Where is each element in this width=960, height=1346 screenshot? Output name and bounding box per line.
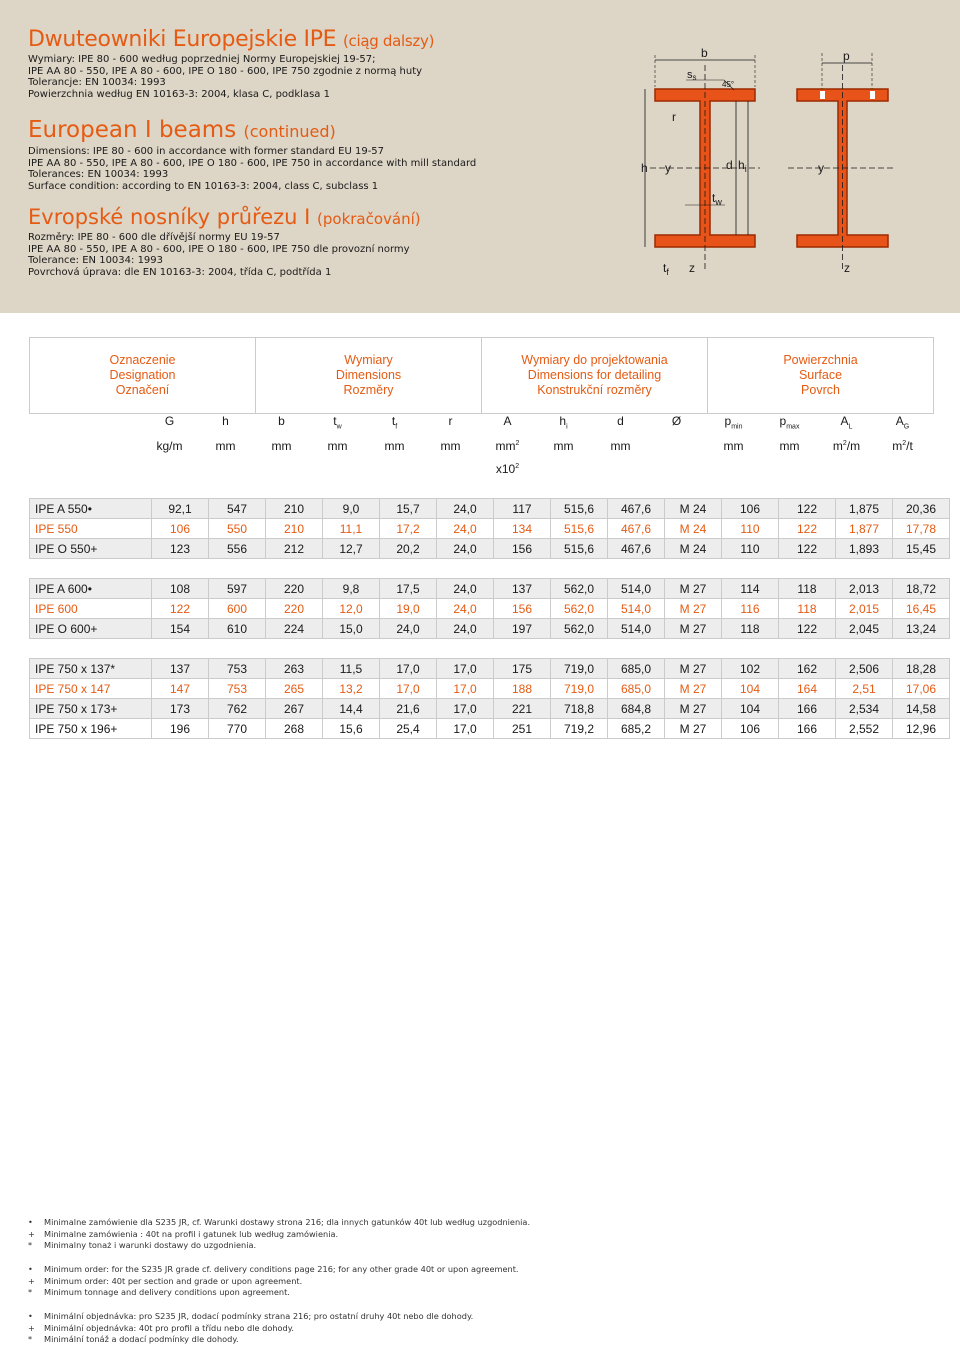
table-cell: 14,58 [893, 699, 950, 719]
table-cell: 122 [779, 519, 836, 539]
table-cell: 166 [779, 699, 836, 719]
col-symbol-AG: $A_G$ [895, 414, 910, 431]
table-cell: 24,0 [380, 619, 437, 639]
diagram-label-ss: ss [687, 69, 697, 82]
table-cell: M 27 [665, 679, 722, 699]
table-cell: M 24 [665, 519, 722, 539]
unit-pmax: mm [779, 439, 800, 453]
column-symbols [0, 414, 960, 434]
col-symbol-pmax: $p_{max}$ [779, 414, 800, 431]
group-header-designation: Oznaczenie Designation Označení [30, 338, 256, 414]
table-cell: 154 [152, 619, 209, 639]
col-symbol-r: r [448, 414, 453, 428]
table-cell: 25,4 [380, 719, 437, 739]
diagram-label-hi: $h_i$ [738, 158, 747, 174]
diagram-label-y: y [665, 161, 671, 175]
spec-line: Dimensions: IPE 80 - 600 in accordance with former standard EU 19-57 [28, 146, 385, 157]
spec-line: Tolerancje: EN 10034: 1993 [28, 77, 166, 89]
table-cell: 156 [494, 539, 551, 559]
table-cell: 117 [494, 499, 551, 519]
table-row [30, 519, 950, 539]
table-cell: M 24 [665, 539, 722, 559]
diagram-label-tf: $t_f$ [663, 261, 669, 277]
unit-G: kg/m [156, 439, 183, 453]
table-cell: 17,0 [437, 699, 494, 719]
table-cell: 17,78 [893, 519, 950, 539]
col-symbol-A: A [503, 414, 512, 428]
table-cell: 762 [209, 699, 266, 719]
table-cell: 18,28 [893, 659, 950, 679]
title-pl-sub: (ciąg dalszy) [342, 32, 435, 50]
col-symbol-b: b [278, 414, 285, 428]
table-cell: M 27 [665, 659, 722, 679]
col-symbol-pmin: $p_{min}$ [724, 414, 743, 431]
table-cell: 685,0 [608, 659, 665, 679]
table-cell: 137 [152, 659, 209, 679]
section-designation: IPE 600 [30, 599, 152, 619]
table-row [30, 579, 950, 599]
table-cell: 719,2 [551, 719, 608, 739]
col-symbol-tf: $t_f$ [391, 414, 398, 431]
table-cell: 17,06 [893, 679, 950, 699]
table-cell: 515,6 [551, 539, 608, 559]
table-cell: 122 [779, 499, 836, 519]
table-cell: 268 [266, 719, 323, 739]
table-cell: 12,96 [893, 719, 950, 739]
table-cell: 562,0 [551, 579, 608, 599]
table-cell: 600 [209, 599, 266, 619]
table-cell: M 27 [665, 599, 722, 619]
section-designation: IPE 550 [30, 519, 152, 539]
table-cell: 719,0 [551, 659, 608, 679]
table-cell: 547 [209, 499, 266, 519]
table-cell: 20,2 [380, 539, 437, 559]
table-cell: 196 [152, 719, 209, 739]
table-cell: 147 [152, 679, 209, 699]
group-header-table [29, 337, 934, 414]
table-cell: 2,506 [836, 659, 893, 679]
table-cell: 610 [209, 619, 266, 639]
unit-pmin: mm [723, 439, 744, 453]
table-row [30, 599, 950, 619]
table-cell: 15,0 [323, 619, 380, 639]
table-cell: 17,5 [380, 579, 437, 599]
table-cell: 514,0 [608, 599, 665, 619]
table-cell: 2,51 [836, 679, 893, 699]
note-line: + Minimum order: 40t per section and grade or upon agreement. [28, 1275, 303, 1286]
table-cell: 251 [494, 719, 551, 739]
notes-pl [28, 1217, 530, 1252]
section-designation: IPE A 600• [30, 579, 152, 599]
ibeam-profile-right [788, 65, 896, 270]
table-cell: 11,5 [323, 659, 380, 679]
title-en-sub: (continued) [243, 122, 336, 141]
note-line: * Minimalny tonaż i warunki dostawy do uzgodnienia. [28, 1240, 257, 1251]
table-cell: 719,0 [551, 679, 608, 699]
title-en-main: European I beams [28, 117, 237, 143]
table-cell: 17,0 [437, 679, 494, 699]
table-cell: 24,0 [437, 599, 494, 619]
table-cell: 110 [722, 539, 779, 559]
diagram-label-angle: 45° [722, 80, 735, 89]
section-table-750 [29, 658, 950, 739]
table-cell: 15,6 [323, 719, 380, 739]
table-cell: 17,0 [437, 719, 494, 739]
table-cell: 18,72 [893, 579, 950, 599]
table-cell: 2,045 [836, 619, 893, 639]
table-row [30, 659, 950, 679]
note-line: • Minimum order: for the S235 JR grade cf. delivery conditions page 216; for any other grade 40t or upon agreement. [28, 1264, 519, 1274]
note-line: • Minimalne zamówienie dla S235 JR, cf. Warunki dostawy strona 216; dla innych gatunków 40t lub według uzgodnienia. [28, 1217, 531, 1227]
table-cell: 118 [779, 599, 836, 619]
table-cell: 9,8 [323, 579, 380, 599]
table-cell: 753 [209, 659, 266, 679]
table-cell: 467,6 [608, 519, 665, 539]
header-en [28, 116, 476, 192]
table-cell: 122 [779, 619, 836, 639]
table-cell: 15,45 [893, 539, 950, 559]
table-cell: 210 [266, 499, 323, 519]
table-cell: 102 [722, 659, 779, 679]
table-cell: 210 [266, 519, 323, 539]
table-row [30, 719, 950, 739]
table-cell: 188 [494, 679, 551, 699]
table-row [30, 699, 950, 719]
note-line: * Minimální tonáž a dodací podmínky dle dohody. [28, 1334, 239, 1345]
table-cell: 24,0 [437, 519, 494, 539]
table-cell: 221 [494, 699, 551, 719]
table-cell: 173 [152, 699, 209, 719]
header-pl [28, 27, 434, 100]
table-cell: 267 [266, 699, 323, 719]
title-cz-main: Evropské nosníky průřezu I [28, 205, 311, 229]
title-pl-main: Dwuteowniki Europejskie IPE [28, 27, 337, 52]
group-header-surface: Powierzchnia Surface Povrch [708, 338, 934, 414]
section-table-600 [29, 578, 950, 639]
table-cell: 718,8 [551, 699, 608, 719]
header-panel [0, 0, 960, 313]
table-cell: 220 [266, 599, 323, 619]
table-cell: 16,45 [893, 599, 950, 619]
table-cell: 114 [722, 579, 779, 599]
table-cell: 685,0 [608, 679, 665, 699]
diagram-label-d: d [726, 158, 733, 172]
table-cell: 17,2 [380, 519, 437, 539]
col-symbol-phi: Ø [671, 414, 682, 428]
table-cell: M 27 [665, 719, 722, 739]
table-cell: 156 [494, 599, 551, 619]
section-designation: IPE 750 x 196+ [30, 719, 152, 739]
table-cell: 220 [266, 579, 323, 599]
table-cell: 514,0 [608, 619, 665, 639]
table-cell: 1,875 [836, 499, 893, 519]
table-cell: 110 [722, 519, 779, 539]
table-cell: 122 [779, 539, 836, 559]
table-cell: 753 [209, 679, 266, 699]
table-row [30, 679, 950, 699]
table-cell: 684,8 [608, 699, 665, 719]
table-cell: 175 [494, 659, 551, 679]
table-cell: 2,534 [836, 699, 893, 719]
table-cell: 24,0 [437, 499, 494, 519]
table-cell: 13,24 [893, 619, 950, 639]
table-cell: 515,6 [551, 519, 608, 539]
col-symbol-AL: $A_L$ [840, 414, 853, 431]
unit-A: $mm^2$ [495, 439, 520, 453]
section-designation: IPE O 550+ [30, 539, 152, 559]
table-cell: 514,0 [608, 579, 665, 599]
table-cell: 20,36 [893, 499, 950, 519]
table-cell: 24,0 [437, 619, 494, 639]
col-symbol-d: d [617, 414, 624, 428]
title-cz [28, 204, 421, 232]
table-cell: 11,1 [323, 519, 380, 539]
table-cell: 24,0 [437, 539, 494, 559]
table-cell: M 24 [665, 499, 722, 519]
table-cell: 550 [209, 519, 266, 539]
table-cell: 104 [722, 699, 779, 719]
table-cell: 597 [209, 579, 266, 599]
spec-line: Rozměry: IPE 80 - 600 dle dřívější normy EU 19-57 [28, 232, 280, 243]
col-symbol-h: h [222, 414, 229, 428]
table-cell: 162 [779, 659, 836, 679]
table-cell: 164 [779, 679, 836, 699]
table-cell: 13,2 [323, 679, 380, 699]
table-cell: 17,0 [437, 659, 494, 679]
group-header-detailing: Wymiary do projektowania Dimensions for detailing Konstrukční rozměry [482, 338, 708, 414]
table-cell: 24,0 [437, 579, 494, 599]
table-cell: 770 [209, 719, 266, 739]
table-row [30, 619, 950, 639]
col-symbol-hi: $h_i$ [559, 414, 568, 431]
table-cell: 118 [722, 619, 779, 639]
table-cell: 106 [152, 519, 209, 539]
group-header-dimensions: Wymiary Dimensions Rozměry [256, 338, 482, 414]
section-designation: IPE A 550• [30, 499, 152, 519]
table-cell: 12,0 [323, 599, 380, 619]
table-cell: 263 [266, 659, 323, 679]
table-cell: 92,1 [152, 499, 209, 519]
table-cell: 197 [494, 619, 551, 639]
diagram-label-z2: z [844, 261, 850, 275]
section-designation: IPE 750 x 137* [30, 659, 152, 679]
table-row [30, 499, 950, 519]
diagram-label-z: z [689, 261, 695, 275]
table-row [30, 539, 950, 559]
unit-r: mm [440, 439, 461, 453]
table-cell: 556 [209, 539, 266, 559]
spec-line: Povrchová úprava: dle EN 10163-3: 2004, třída C, podtřída 1 [28, 266, 332, 278]
note-line: + Minimalne zamówienia : 40t na profil i gatunek lub według zamówienia. [28, 1228, 339, 1239]
diagram-label-tw: $t_w$ [712, 191, 722, 207]
table-cell: 9,0 [323, 499, 380, 519]
table-cell: 17,0 [380, 659, 437, 679]
table-cell: 1,893 [836, 539, 893, 559]
table-cell: 123 [152, 539, 209, 559]
table-cell: 562,0 [551, 619, 608, 639]
title-en [28, 116, 476, 146]
unit-AG: $m^2/t$ [892, 439, 913, 453]
note-line: • Minimální objednávka: pro S235 JR, dodací podmínky strana 216; pro ostatní druhy 40t nebo dle dohody. [28, 1311, 474, 1321]
note-line: + Minimální objednávka: 40t pro profil a třídu nebo dle dohody. [28, 1322, 295, 1333]
diagram-label-b: b [701, 46, 708, 60]
table-cell: 224 [266, 619, 323, 639]
table-cell: 106 [722, 719, 779, 739]
table-cell: 467,6 [608, 499, 665, 519]
section-designation: IPE 750 x 173+ [30, 699, 152, 719]
table-cell: 2,013 [836, 579, 893, 599]
table-cell: 265 [266, 679, 323, 699]
unit-d: mm [610, 439, 631, 453]
table-cell: 122 [152, 599, 209, 619]
unit-A-factor: $x10^2$ [495, 462, 520, 476]
table-cell: M 27 [665, 579, 722, 599]
table-cell: 562,0 [551, 599, 608, 619]
section-table-550 [29, 498, 950, 559]
table-cell: 17,0 [380, 679, 437, 699]
diagram-label-p: p [843, 49, 850, 63]
spec-line: Wymiary: IPE 80 - 600 według poprzedniej Normy Europejskiej 19-57; [28, 54, 376, 65]
column-factor [0, 462, 960, 482]
unit-b: mm [271, 439, 292, 453]
unit-tf: mm [384, 439, 405, 453]
diagram-label-h: h [641, 161, 648, 175]
ibeam-diagram [630, 45, 940, 295]
note-line: * Minimum tonnage and delivery conditions upon agreement. [28, 1287, 290, 1298]
header-cz [28, 204, 421, 278]
table-cell: 166 [779, 719, 836, 739]
spec-line: Tolerance: EN 10034: 1993 [28, 255, 164, 267]
notes-cz [28, 1311, 473, 1346]
table-cell: 212 [266, 539, 323, 559]
table-cell: 685,2 [608, 719, 665, 739]
spec-line: Surface condition: according to EN 10163-3: 2004, class C, subclass 1 [28, 180, 379, 192]
table-cell: 2,015 [836, 599, 893, 619]
table-cell: M 27 [665, 699, 722, 719]
table-cell: M 27 [665, 619, 722, 639]
notes-en [28, 1264, 519, 1299]
table-cell: 108 [152, 579, 209, 599]
table-cell: 15,7 [380, 499, 437, 519]
spec-line: IPE AA 80 - 550, IPE A 80 - 600, IPE O 180 - 600, IPE 750 zgodnie z normą huty [28, 65, 423, 77]
table-cell: 14,4 [323, 699, 380, 719]
section-designation: IPE 750 x 147 [30, 679, 152, 699]
spec-line: IPE AA 80 - 550, IPE A 80 - 600, IPE O 180 - 600, IPE 750 in accordance with mill standard [28, 157, 477, 169]
table-cell: 118 [779, 579, 836, 599]
table-cell: 106 [722, 499, 779, 519]
unit-h: mm [215, 439, 236, 453]
spec-line: IPE AA 80 - 550, IPE A 80 - 600, IPE O 180 - 600, IPE 750 dle provozní normy [28, 243, 410, 255]
table-cell: 515,6 [551, 499, 608, 519]
column-units [0, 439, 960, 459]
table-cell: 137 [494, 579, 551, 599]
unit-tw: mm [327, 439, 348, 453]
table-cell: 116 [722, 599, 779, 619]
table-cell: 19,0 [380, 599, 437, 619]
table-cell: 2,552 [836, 719, 893, 739]
title-pl [28, 27, 434, 54]
title-cz-sub: (pokračování) [317, 210, 421, 228]
table-cell: 21,6 [380, 699, 437, 719]
spec-line: Tolerances: EN 10034: 1993 [28, 169, 169, 181]
table-cell: 134 [494, 519, 551, 539]
spec-line: Powierzchnia według EN 10163-3: 2004, klasa C, podklasa 1 [28, 88, 330, 100]
section-designation: IPE O 600+ [30, 619, 152, 639]
table-cell: 467,6 [608, 539, 665, 559]
col-symbol-tw: $t_w$ [333, 414, 342, 431]
col-symbol-G: G [164, 414, 175, 428]
unit-hi: mm [553, 439, 574, 453]
diagram-label-r: r [672, 110, 676, 124]
table-cell: 104 [722, 679, 779, 699]
table-cell: 1,877 [836, 519, 893, 539]
unit-AL: $m^2/m$ [832, 439, 861, 453]
diagram-label-y2: y [818, 161, 824, 175]
table-cell: 12,7 [323, 539, 380, 559]
